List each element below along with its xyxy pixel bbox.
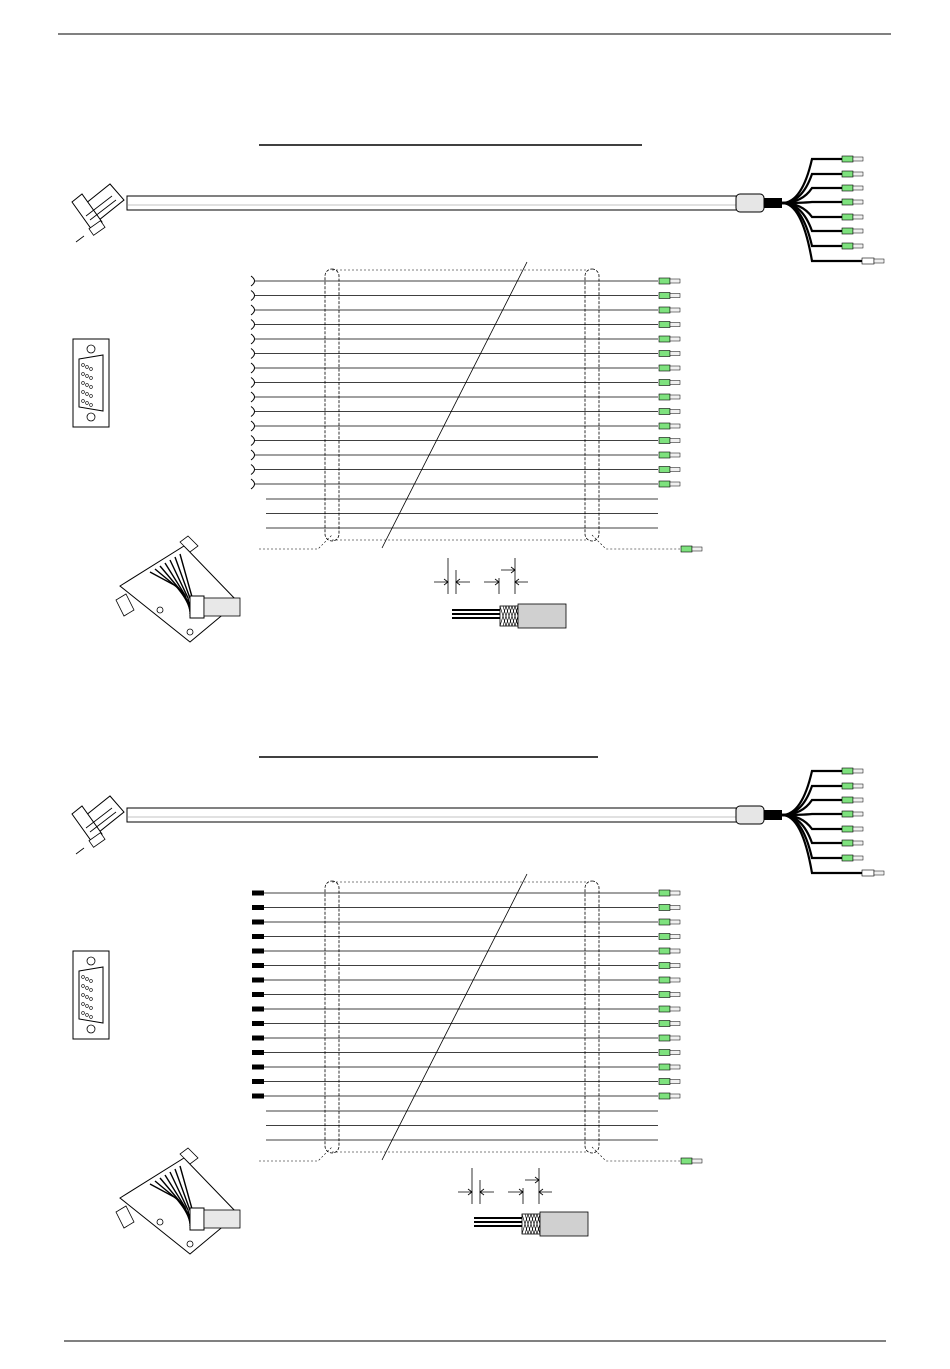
connector-board-icon	[116, 536, 240, 642]
pin-solder	[252, 949, 264, 954]
pin-socket	[251, 334, 255, 344]
ferrule-icon	[842, 199, 863, 205]
pin-socket	[251, 291, 255, 301]
wire-ferrule	[659, 293, 680, 299]
ferrule-icon	[842, 768, 863, 774]
pin-solder	[252, 1007, 264, 1012]
drain-ferrule	[862, 870, 884, 876]
db15-face-icon	[73, 951, 109, 1039]
breakout-point	[764, 198, 782, 208]
braid-icon	[474, 1212, 588, 1236]
breakout-point	[764, 810, 782, 820]
pin-solder	[252, 905, 264, 910]
db15-connector-icon	[72, 796, 124, 854]
pin-solder	[252, 1036, 264, 1041]
cable-sleeve	[736, 806, 764, 824]
drain-wire-ferrule	[681, 1158, 702, 1164]
drain-wire-left	[259, 535, 332, 549]
db15-connector-icon	[72, 184, 124, 242]
pin-solder	[252, 1050, 264, 1055]
wire-ferrule	[659, 467, 680, 473]
wire-ferrule	[659, 409, 680, 415]
pin-solder	[252, 920, 264, 925]
wire-ferrule	[659, 452, 680, 458]
pin-socket	[251, 421, 255, 431]
pin-socket	[251, 349, 255, 359]
drawing-bottom	[72, 757, 884, 1254]
breakout-tail	[782, 159, 842, 203]
wire-ferrule	[659, 365, 680, 371]
wire-ferrule	[659, 438, 680, 444]
ferrule-icon	[842, 855, 863, 861]
pin-solder	[252, 1021, 264, 1026]
wire-ferrule	[659, 322, 680, 328]
wire-ferrule	[659, 1079, 680, 1085]
drain-wire-ferrule	[681, 546, 702, 552]
wire-ferrule	[659, 1035, 680, 1041]
pin-socket	[251, 320, 255, 330]
wire-ferrule	[659, 963, 680, 969]
wire-ferrule	[659, 934, 680, 940]
ferrule-icon	[842, 171, 863, 177]
breakout-tail	[782, 815, 842, 858]
ferrule-icon	[842, 185, 863, 191]
pin-socket	[251, 378, 255, 388]
pin-socket	[251, 305, 255, 315]
drawing-top	[72, 145, 884, 642]
wire-ferrule	[659, 905, 680, 911]
drain-wire-left	[259, 1147, 332, 1161]
braid-icon	[452, 604, 566, 628]
wire-ferrule	[659, 890, 680, 896]
pin-socket	[251, 276, 255, 286]
pin-solder	[252, 992, 264, 997]
pin-solder	[252, 891, 264, 896]
wire-ferrule	[659, 336, 680, 342]
breakout-tail	[782, 771, 842, 815]
pin-socket	[251, 479, 255, 489]
wire-ferrule	[659, 380, 680, 386]
wire-ferrule	[659, 307, 680, 313]
ferrule-icon	[842, 243, 863, 249]
db15-face-icon	[73, 339, 109, 427]
ferrule-icon	[842, 783, 863, 789]
drain-wire-right	[592, 1147, 680, 1161]
wire-ferrule	[659, 1021, 680, 1027]
connector-board-icon	[116, 1148, 240, 1254]
dimension-arrow-icon	[434, 558, 528, 594]
pin-socket	[251, 407, 255, 417]
wire-ferrule	[659, 1093, 680, 1099]
drain-wire-right	[592, 535, 680, 549]
ferrule-icon	[842, 797, 863, 803]
pin-socket	[251, 450, 255, 460]
wire-ferrule	[659, 278, 680, 284]
pin-solder	[252, 934, 264, 939]
cable-jacket	[127, 196, 737, 210]
pin-socket	[251, 436, 255, 446]
ferrule-icon	[842, 214, 863, 220]
ferrule-icon	[842, 826, 863, 832]
wire-ferrule	[659, 351, 680, 357]
dimension-arrow-icon	[458, 1168, 552, 1204]
wire-ferrule	[659, 977, 680, 983]
wire-ferrule	[659, 1050, 680, 1056]
shield-diagonal	[382, 262, 527, 548]
wire-ferrule	[659, 919, 680, 925]
shield-diagonal	[382, 874, 527, 1160]
pin-solder	[252, 1094, 264, 1099]
pin-solder	[252, 978, 264, 983]
ferrule-icon	[842, 156, 863, 162]
pin-solder	[252, 963, 264, 968]
wire-ferrule	[659, 481, 680, 487]
wire-ferrule	[659, 948, 680, 954]
ferrule-icon	[842, 840, 863, 846]
wire-ferrule	[659, 1006, 680, 1012]
pin-socket	[251, 465, 255, 475]
pin-socket	[251, 392, 255, 402]
wire-ferrule	[659, 423, 680, 429]
ferrule-icon	[842, 811, 863, 817]
ferrule-icon	[842, 228, 863, 234]
cable-jacket	[127, 808, 737, 822]
wire-ferrule	[659, 394, 680, 400]
pin-solder	[252, 1065, 264, 1070]
wire-ferrule	[659, 1064, 680, 1070]
drain-ferrule	[862, 258, 884, 264]
wire-ferrule	[659, 992, 680, 998]
cable-sleeve	[736, 194, 764, 212]
breakout-tail	[782, 203, 842, 246]
pin-solder	[252, 1079, 264, 1084]
pin-socket	[251, 363, 255, 373]
